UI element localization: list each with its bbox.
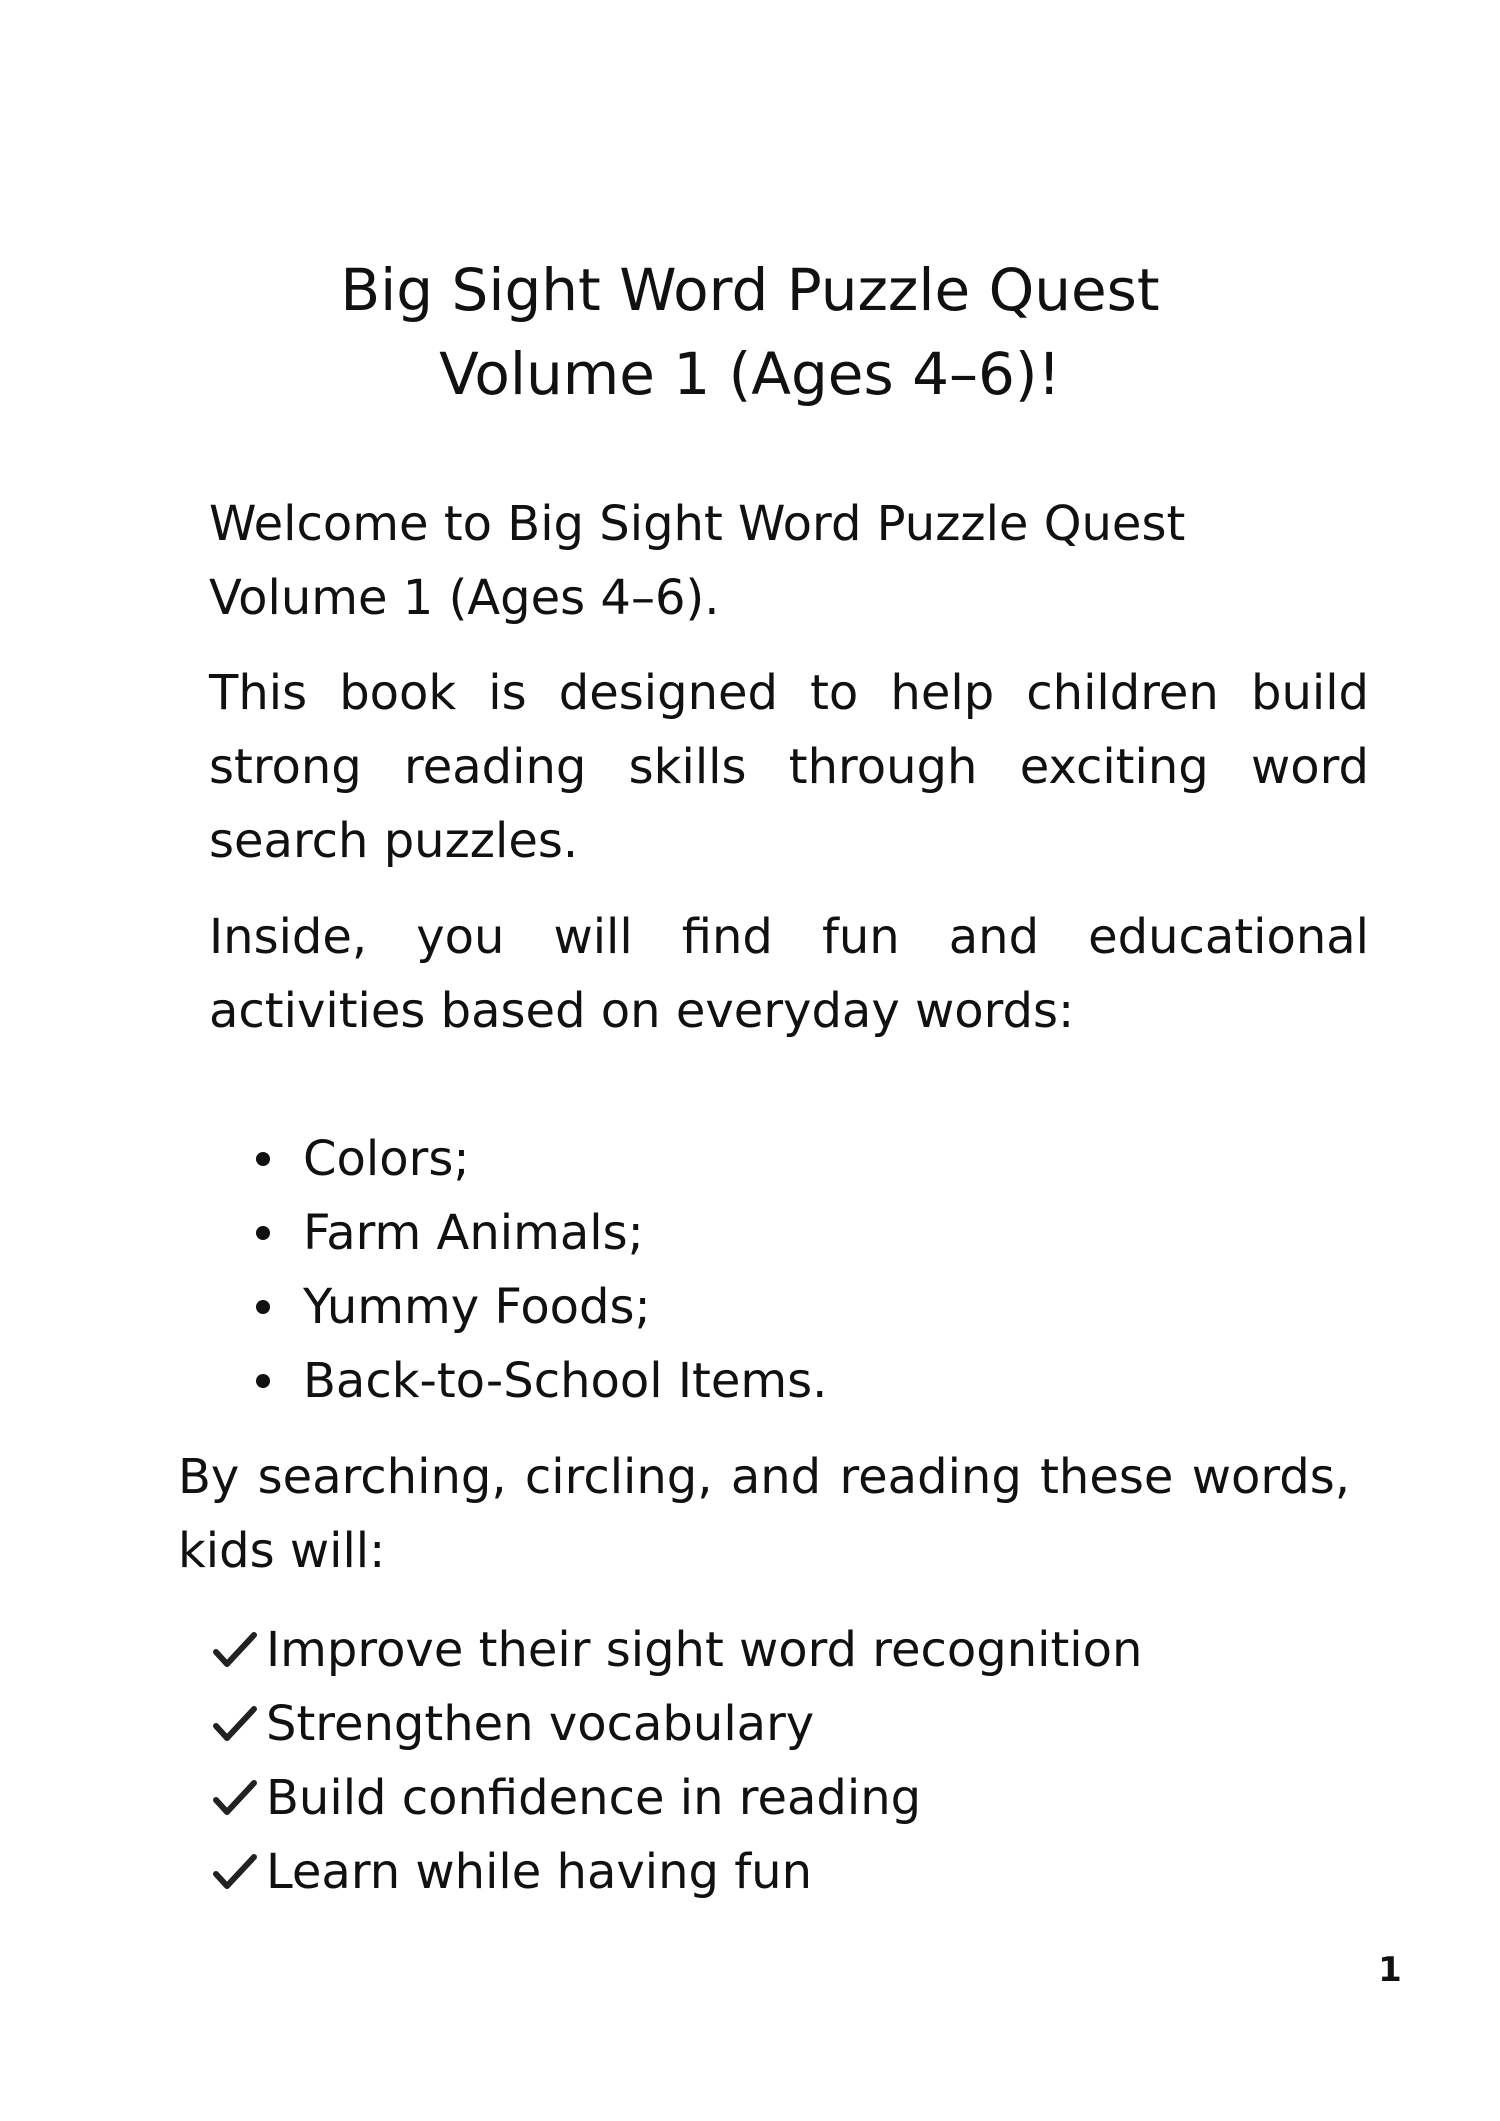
topic-item: Colors; — [248, 1122, 827, 1196]
check-mark-icon — [210, 1852, 260, 1892]
welcome-paragraph: Welcome to Big Sight Word Puzzle Quest Volume 1 (Ages 4–6). — [209, 496, 1186, 626]
page-number: 1 — [1378, 1950, 1402, 1990]
check-mark-icon — [210, 1778, 260, 1818]
benefit-label: Build confidence in reading — [266, 1770, 922, 1826]
benefit-label: Learn while having fun — [266, 1844, 813, 1900]
benefits-list — [210, 1613, 1142, 1909]
title-line-1: Big Sight Word Puzzle Quest — [340, 256, 1160, 324]
topic-item: Yummy Foods; — [248, 1270, 827, 1344]
page-title — [0, 248, 1500, 416]
benefit-item — [210, 1835, 1142, 1909]
benefit-item — [210, 1687, 1142, 1761]
benefit-item — [210, 1761, 1142, 1835]
check-mark-icon — [210, 1704, 260, 1744]
purpose-paragraph: This book is designed to help children build strong reading skills through exciting word search puzzles. — [209, 665, 1369, 869]
benefit-item — [210, 1613, 1142, 1687]
inside-paragraph: Inside, you will find fun and educational activities based on everyday words: — [209, 909, 1369, 1039]
searching-paragraph: By searching, circling, and reading these words, kids will: — [178, 1449, 1350, 1579]
benefit-label: Strengthen vocabulary — [266, 1696, 815, 1752]
topic-item: Farm Animals; — [248, 1196, 827, 1270]
benefit-label: Improve their sight word recognition — [266, 1622, 1143, 1678]
topic-item: Back-to-School Items. — [248, 1344, 827, 1418]
check-mark-icon — [210, 1630, 260, 1670]
title-line-2: Volume 1 (Ages 4–6)! — [439, 340, 1061, 408]
topics-list — [248, 1122, 827, 1418]
